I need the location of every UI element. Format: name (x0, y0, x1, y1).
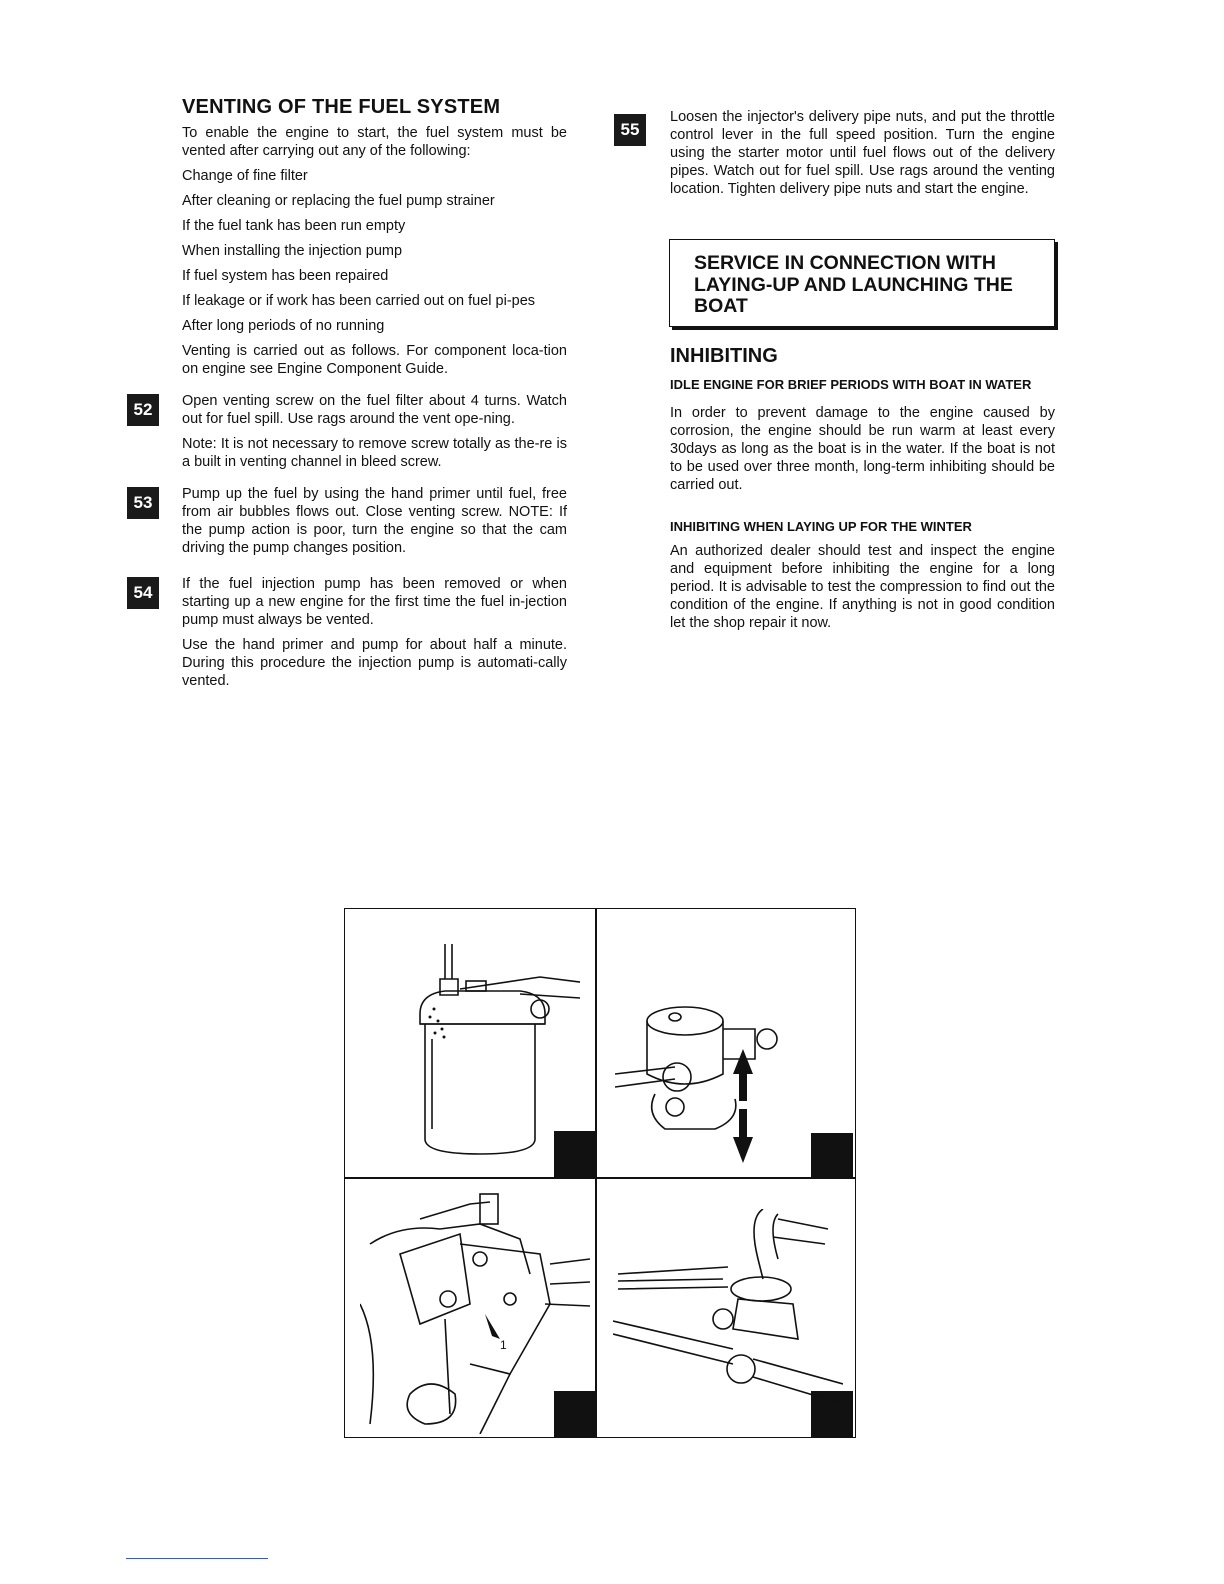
right-column-top (620, 108, 1055, 205)
step-55 (620, 108, 1055, 198)
fuel-filter-illustration (400, 939, 580, 1169)
venting-intro: To enable the engine to start, the fuel system must be vented after carrying out any of the following: (182, 125, 567, 159)
injection-label: 1 (500, 1338, 507, 1352)
service-box-title (694, 253, 1013, 318)
venting-heading: VENTING OF THE FUEL SYSTEM (182, 96, 501, 118)
figure-tab-53 (811, 1133, 853, 1177)
figure-grid (344, 908, 856, 1438)
condition-item: Change of fine filter (182, 168, 308, 184)
step-52-text: Open venting screw on the fuel filter about 4 turns. Watch out for fuel spill. Use rags around the vent ope-ning. (182, 393, 567, 427)
left-column (133, 96, 567, 697)
service-line: BOAT (694, 295, 748, 317)
hand-primer-illustration (615, 979, 815, 1179)
condition-item: After long periods of no running (182, 318, 385, 334)
condition-item: If the fuel tank has been run empty (182, 218, 406, 234)
step-badge-52: 52 (127, 394, 159, 426)
step-52 (133, 392, 567, 471)
step-badge-54: 54 (127, 577, 159, 609)
winter-subheading: INHIBITING WHEN LAYING UP FOR THE WINTER (670, 519, 972, 534)
condition-item: When installing the injection pump (182, 243, 403, 259)
step-badge-53: 53 (127, 487, 159, 519)
winter-text: An authorized dealer should test and inspect the engine and equipment before inhibiting the engine for a long period. It is advisable to test the compression to find out the condition of the engine. If anything is not in good condition let the shop repair it now. (670, 543, 1055, 631)
idle-subheading: IDLE ENGINE FOR BRIEF PERIODS WITH BOAT IN WATER (670, 377, 1032, 392)
condition-item: If fuel system has been repaired (182, 268, 389, 284)
footer-rule (126, 1558, 268, 1559)
idle-text: In order to prevent damage to the engine caused by corrosion, the engine should be run warm at least every 30days as long as the boat is in the water. If the boat is not to be used over three month, long-term inhibiting should be carried out. (670, 405, 1055, 493)
step-53-text: Pump up the fuel by using the hand primer until fuel, free from air bubbles flows out. Close venting screw. NOTE: If the pump action is poor, turn the engine so that the cam driving the pump changes position. (182, 486, 567, 556)
condition-item: If leakage or if work has been carried out on fuel pi-pes (182, 293, 536, 309)
service-box (669, 239, 1055, 327)
delivery-pipe-wrench-illustration (613, 1209, 843, 1409)
step-54-text: If the fuel injection pump has been removed or when starting up a new engine for the first time the fuel in-jection pump must always be vented. (182, 576, 567, 628)
inhibiting-section (670, 376, 1055, 639)
step-badge-55: 55 (614, 114, 646, 146)
venting-note: Venting is carried out as follows. For component loca-tion on engine see Engine Component Guide. (182, 343, 567, 377)
step-52-note: Note: It is not necessary to remove screw totally as the-re is a built in venting channel in bleed screw. (182, 436, 567, 470)
step-54 (133, 575, 567, 690)
service-line: SERVICE IN CONNECTION WITH (694, 252, 996, 274)
step-55-text: Loosen the injector's delivery pipe nuts, and put the throttle control lever in the full speed position. Turn the engine using the starter motor until fuel flows out of the delivery pipes. Watch out for fuel spill. Use rags around the venting location. Tighten delivery pipe nuts and start the engine. (670, 109, 1055, 197)
service-line: LAYING-UP AND LAUNCHING THE (694, 273, 1013, 296)
injection-pump-illustration (360, 1184, 590, 1434)
condition-item: After cleaning or replacing the fuel pump strainer (182, 193, 495, 209)
step-53 (133, 485, 567, 557)
step-54-text2: Use the hand primer and pump for about half a minute. During this procedure the injection pump is automati-cally vented. (182, 637, 567, 689)
inhibiting-heading: INHIBITING (670, 345, 778, 367)
